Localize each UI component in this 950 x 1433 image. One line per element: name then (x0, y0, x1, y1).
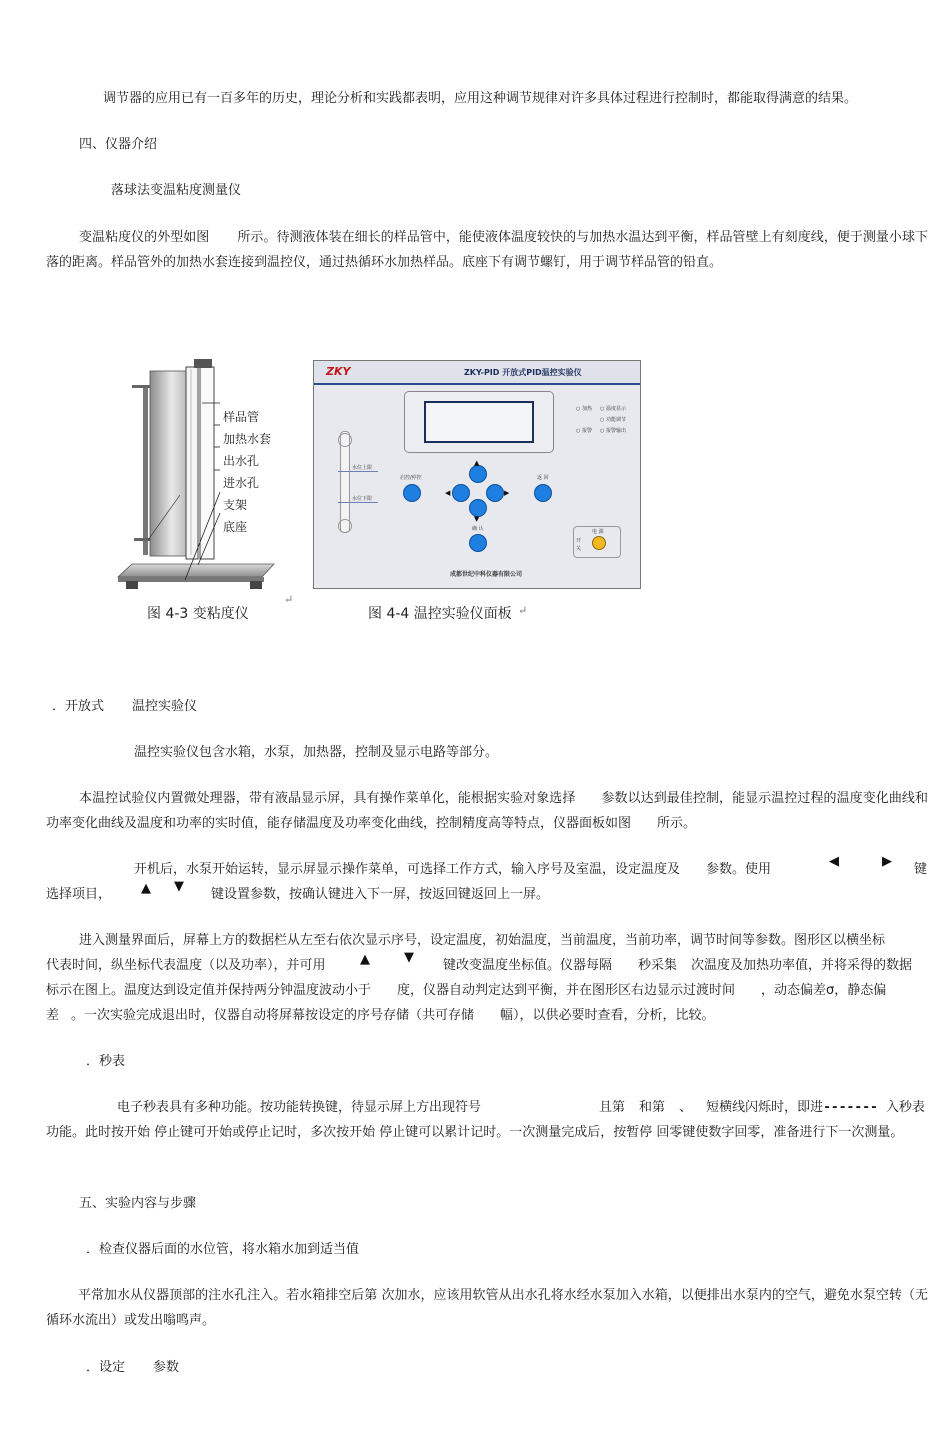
right-arrow-icon: ▶ (882, 854, 892, 869)
start-stop-button[interactable] (404, 485, 420, 501)
water-level-upper: 水位上限 (352, 465, 373, 471)
measure-line-4: 差 。一次实验完成退出时，仪器自动将屏幕按设定的序号存储（共可存储 幅），以供必要时查看，分析，比较。 (46, 1008, 715, 1023)
intro-paragraph: 调节器的应用已有一百多年的历史，理论分析和实践都表明，应用这种调节规律对许多具体过程进行控制时，都能取得满意的结果。 (103, 91, 858, 106)
indicator-heating: ○ 加热 (576, 406, 592, 412)
controller-components: 温控实验仪包含水箱，水泵，加热器，控制及显示电路等部分。 (134, 745, 499, 760)
panel-company: 成都世纪中科仪器有限公司 (450, 571, 523, 578)
down-arrow-icon: ▼ (174, 879, 184, 894)
p1-part-a: 变温粘度仪的外型如图 (79, 230, 210, 245)
label-heating-jacket: 加热水套 (223, 432, 272, 446)
section-heading-instruments: 四、仪器介绍 (79, 137, 158, 152)
left-arrow-icon: ◀ (445, 489, 451, 497)
viscometer-figure (110, 355, 290, 595)
label-base: 底座 (223, 520, 248, 534)
up-arrow-icon: ▲ (141, 881, 151, 896)
return-mark-icon: ↵ (284, 593, 294, 606)
label-water-inlet: 进水孔 (223, 476, 260, 490)
right-button[interactable] (487, 485, 503, 501)
up-arrow-icon: ▲ (474, 459, 480, 467)
power-switch[interactable] (592, 536, 606, 550)
down-arrow-icon: ▼ (404, 950, 414, 965)
label-sample-tube: 样品管 (223, 410, 260, 424)
indicator-alarm: ○ 报警 (576, 428, 592, 434)
panel-title: ZKY-PID 开放式PID温控实验仪 (464, 368, 582, 377)
stopwatch-line-2: 功能。此时按开始 停止键可开始或停止记时，多次按开始 停止键可以累计记时。一次测量完成后，按暂停 回零键使数字回零，准备进行下一次测量。 (46, 1125, 904, 1140)
water-level-lower: 水位下限 (352, 496, 373, 502)
left-arrow-icon: ◀ (829, 854, 839, 869)
indicator-temp-display: ○ 温度显示 (600, 406, 626, 412)
confirm-button[interactable] (470, 535, 486, 551)
startup-line-2: 选择项目， (46, 887, 112, 902)
indicator-alarm-output: ○ 报警输出 (600, 428, 626, 434)
figure-4-3-caption: 图 4-3 变粘度仪 (147, 606, 249, 622)
controller-features: 本温控试验仪内置微处理器，带有液晶显示屏，具有操作菜单化，能根据实验对象选择 参数以达到最佳控制，能显示温控过程的温度变化曲线和功率变化曲线及温度和功率的实时值，能存储温度及功率变化曲线，控制精度高等特点，仪器面板如图 所示。 (46, 791, 928, 831)
label-water-outlet: 出水孔 (223, 454, 260, 468)
indicator-function: ○ 功能调节 (600, 417, 626, 423)
section-experiment-steps: 五、实验内容与步骤 (79, 1196, 197, 1211)
temperature-controller-panel: ZKY ZKY-PID 开放式PID温控实验仪 ○ 加热 ○ 报警 ○ 温度显示 ○ 功能调节 ○ 报警输出 水位上限 水位下限 启控/停控 返 回 ▲ ▼ ◀ ▶ 确 认 电 源 开 关 成都世纪中科仪器有限公司 (313, 360, 641, 589)
measure-line-2: 代表时间，纵坐标代表温度（以及功率），并可用 (46, 958, 326, 973)
viscometer-description (46, 225, 928, 275)
section-open-pid-controller: ．开放式 温控实验仪 (52, 699, 198, 714)
section-stopwatch: ．秒表 (86, 1054, 126, 1069)
subheading-viscometer: 落球法变温粘度测量仪 (111, 183, 242, 198)
panel-logo: ZKY (326, 365, 351, 378)
step-check-water-level: ．检查仪器后面的水位管，将水箱水加到适当值 (86, 1242, 360, 1257)
measure-line-1: 进入测量界面后，屏幕上方的数据栏从左至右依次显示序号，设定温度，初始温度，当前温度，当前功率，调节时间等参数。图形区以横坐标 (79, 933, 886, 948)
panel-lcd-screen (424, 401, 534, 443)
right-arrow-icon: ▶ (504, 489, 510, 497)
stopwatch-line-1: 电子秒表具有多种功能。按功能转换键，待显示屏上方出现符号 且第 和第 、 短横线闪烁时，即进------- 入秒表 (117, 1100, 925, 1115)
p1-part-b: 所示。待测液体装在细长的样品管中，能使液体温度较快的与加热水温达到平衡，样品管壁上有刻度线，便于测量小球下落的距离。样品管外的加热水套连接到温控仪，通过热循环水加热样品。底座下有调节螺钉，用于调节样品管的铅直。 (46, 230, 928, 270)
back-button[interactable] (535, 485, 551, 501)
label-stand: 支架 (223, 498, 248, 512)
down-arrow-icon: ▼ (474, 515, 480, 523)
startup-line-1: 开机后，水泵开始运转，显示屏显示操作菜单，可选择工作方式，输入序号及室温，设定温度及 参数。使用 (134, 862, 772, 877)
figure-4-4-caption: 图 4-4 温控实验仪面板 (368, 606, 512, 622)
up-arrow-icon: ▲ (360, 952, 370, 967)
down-button[interactable] (470, 500, 486, 516)
water-filling-instructions: 平常加水从仪器顶部的注水孔注入。若水箱排空后第 次加水，应该用软管从出水孔将水经水泵加入水箱，以便排出水泵内的空气，避免水泵空转（无循环水流出）或发出嗡鸣声。 (46, 1288, 928, 1328)
measure-line-3: 标示在图上。温度达到设定值并保持两分钟温度波动小于 度，仪器自动判定达到平衡，并在图形区右边显示过渡时间 ，动态偏差σ，静态偏 (46, 983, 887, 998)
up-button[interactable] (470, 466, 486, 482)
left-button[interactable] (453, 485, 469, 501)
step-set-parameters: ．设定 参数 (86, 1360, 180, 1375)
